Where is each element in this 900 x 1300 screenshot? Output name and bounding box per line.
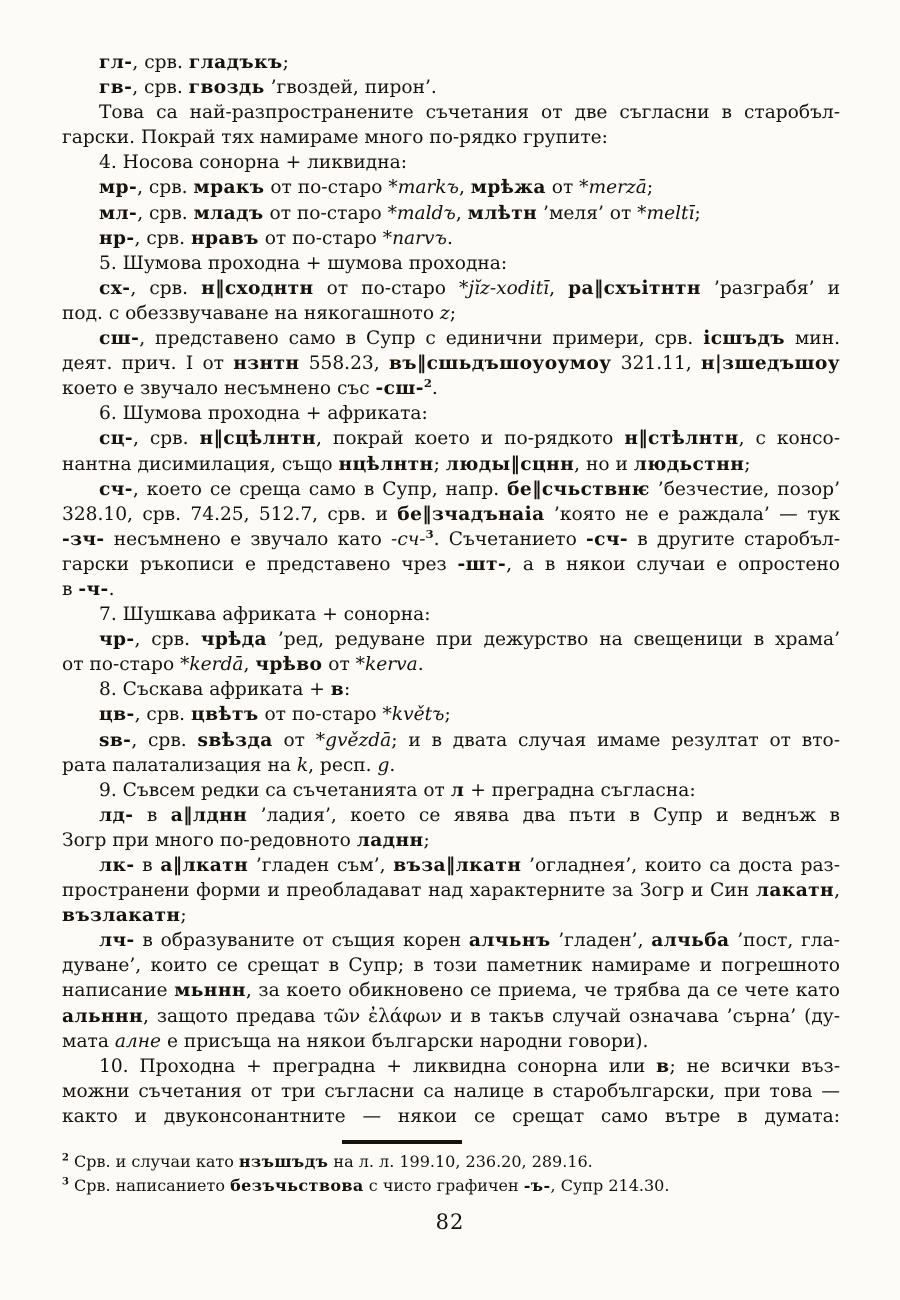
body-text: 4. Носова сонорна + ликвидна: (99, 152, 407, 174)
old-cyrillic-word: мракъ (193, 177, 265, 199)
old-cyrillic-word: нзъшъдъ (238, 1152, 329, 1171)
old-cyrillic-word: н‖сходнтн (201, 277, 314, 299)
old-cyrillic-word: чр- (99, 629, 135, 651)
old-cyrillic-word: -сч- (586, 528, 629, 550)
text-line (62, 276, 840, 301)
old-cyrillic-word: а‖лкатн (160, 855, 249, 876)
old-cyrillic-word: нр- (99, 227, 135, 249)
body-text: ; (444, 704, 451, 726)
old-cyrillic-word: лк- (99, 855, 135, 876)
body-text: 9. Съвсем редки са съчетанията от (99, 779, 451, 801)
body-text: с чисто графичен (363, 1175, 524, 1195)
text-line (62, 1004, 840, 1029)
text-line (62, 903, 840, 928)
text-line (62, 677, 840, 702)
body-text: ’безчестие, позор’ (649, 478, 840, 500)
italic-word: *gvězdā (315, 729, 392, 751)
footnote-reference: 2 (62, 1152, 69, 1164)
body-text: , (834, 880, 840, 902)
body-text: от по-старо (263, 202, 388, 224)
text-line (62, 502, 840, 527)
old-cyrillic-word: възлакатн (62, 905, 181, 927)
text-line (62, 401, 840, 426)
body-text: ’разграбя’ и (700, 277, 840, 299)
old-cyrillic-word: -зч- (62, 528, 105, 550)
old-cyrillic-word: лакатн (755, 880, 835, 902)
body-text: деят. прич. I от (62, 353, 234, 375)
body-text: нантна дисимилация, също (62, 453, 339, 475)
footnote-reference: 2 (423, 376, 432, 391)
old-cyrillic-word: нзнтн (233, 353, 300, 375)
old-cyrillic-word: ѕвѣзда (197, 729, 273, 751)
body-text: Срв. и случаи като (68, 1152, 239, 1171)
italic-word: z (439, 302, 450, 324)
body-text: от по-старо (258, 704, 383, 726)
body-text: в (133, 804, 171, 826)
old-cyrillic-word: ісшъдъ (703, 328, 785, 350)
text-line (62, 627, 840, 652)
body-text: + преградна съгласна: (464, 779, 696, 801)
body-text: мата (62, 1030, 115, 1052)
old-cyrillic-word: безъчьствова (230, 1175, 364, 1195)
text-line (62, 251, 840, 276)
body-text: , (458, 177, 471, 199)
old-cyrillic-word: мл- (99, 202, 138, 224)
body-text: от (272, 729, 316, 751)
text-line (62, 803, 840, 828)
old-cyrillic-word: в (656, 1055, 670, 1077)
text-line (62, 326, 840, 351)
old-cyrillic-word: сч- (99, 478, 133, 500)
body-text: в образуваните от същия корен (134, 930, 469, 952)
old-cyrillic-word: бе‖зчадънаіа (397, 503, 545, 525)
body-text: е присъща на някои български народни говори). (161, 1030, 649, 1052)
text-line (62, 552, 840, 577)
text-line (62, 1150, 840, 1174)
body-text: ; (744, 453, 751, 475)
italic-word: *jĭz-xoditī (459, 277, 550, 299)
body-text: , срв. (134, 227, 191, 249)
italic-word: -сч- (391, 528, 426, 550)
text-line (62, 753, 840, 778)
body-text: , но и (574, 453, 634, 475)
footnote-separator-rule (342, 1140, 462, 1144)
body-text-block (62, 50, 840, 1129)
old-cyrillic-word: сх- (99, 277, 131, 299)
old-cyrillic-word: люды‖сцнн (445, 453, 575, 475)
body-text: от по-старо (62, 654, 181, 676)
body-text: от по-старо (313, 277, 460, 299)
body-text: и в такъв случай означава ’сърна’ (ду- (441, 1005, 840, 1027)
body-text: ; (180, 905, 187, 927)
old-cyrillic-word: сц- (99, 428, 133, 450)
old-cyrillic-word: цв- (99, 704, 135, 726)
body-text: ’гвоздей, пирон’. (264, 77, 437, 99)
old-cyrillic-word: -ч- (78, 578, 109, 600)
text-line (62, 1054, 840, 1079)
text-line (62, 1029, 840, 1054)
body-text: , срв. (137, 177, 194, 199)
text-line (62, 452, 840, 477)
text-line (62, 201, 840, 226)
body-text: ; и в двата случая имаме резултат от вто- (391, 729, 840, 751)
body-text: : (344, 679, 351, 701)
text-line (62, 1079, 840, 1104)
italic-word: алне (114, 1030, 162, 1052)
body-text: рата палатализация на (62, 754, 297, 776)
body-text: под. с обеззвучаване на някогашното (62, 302, 440, 324)
body-text: , защото предава (143, 1005, 324, 1027)
old-cyrillic-word: альннн (62, 1005, 144, 1027)
body-text: ; (694, 202, 701, 224)
body-text: ; (449, 302, 456, 324)
italic-word: *merzā (579, 177, 647, 199)
old-cyrillic-word: млѣтн (467, 202, 538, 224)
old-cyrillic-word: лд- (99, 804, 134, 826)
old-cyrillic-word: мрѣжа (470, 177, 546, 199)
old-cyrillic-word: в (330, 679, 345, 701)
body-text: . (446, 227, 453, 249)
old-cyrillic-word: н|зшедъшоу (701, 353, 840, 375)
text-line (62, 928, 840, 953)
footnote-reference: 3 (425, 526, 434, 541)
body-text: Срв. написанието (68, 1175, 231, 1195)
old-cyrillic-word: бе‖счьствнѥ (507, 478, 650, 500)
body-text: ’ладия’, което се явява два пъти в Супр и веднъж в (247, 804, 840, 826)
old-cyrillic-word: въза‖лкатн (393, 855, 522, 876)
text-line (62, 50, 840, 75)
old-cyrillic-word: гвоздь (188, 77, 265, 99)
body-text: написание (62, 980, 175, 1002)
text-line (62, 652, 840, 677)
text-line (62, 301, 840, 326)
text-line (62, 878, 840, 903)
body-text: , срв. (132, 428, 200, 450)
body-text: гарски. Покрай тях намираме много по-рядко групите: (62, 127, 608, 149)
body-text: пространени форми и преобладават над характерните за Зогр и Син (62, 880, 756, 902)
old-cyrillic-word: нцѣлнтн (338, 453, 434, 475)
body-text: ; (423, 829, 430, 851)
text-line (62, 853, 840, 878)
body-text: както и двуконсонантните — някои се срещат само вътре в думата: (62, 1105, 840, 1127)
body-text: ; (282, 52, 289, 73)
text-line (62, 1174, 840, 1198)
text-line (62, 527, 840, 552)
body-text: , с консо- (738, 428, 840, 450)
italic-word: k (296, 754, 309, 776)
body-text: ’гладен’, (550, 930, 652, 952)
old-cyrillic-word: алчьба (651, 930, 730, 952)
body-text: , а в някои случаи е опростено (506, 553, 840, 575)
text-line (62, 778, 840, 803)
text-line (62, 75, 840, 100)
old-cyrillic-word: мьннн (174, 980, 246, 1002)
body-text: , покрай което и по-рядкото (316, 428, 625, 450)
text-line (62, 125, 840, 150)
body-text: 7. Шушкава африката + сонорна: (99, 604, 431, 626)
text-line (62, 100, 840, 125)
body-text: 558.23, (299, 353, 389, 375)
italic-word: *narvъ (382, 227, 447, 249)
body-text: 328.10, срв. 74.25, 512.7, срв. и (62, 503, 398, 525)
old-cyrillic-word: мр- (99, 177, 138, 199)
old-cyrillic-word: -сш- (375, 378, 424, 400)
body-text: , срв. (132, 52, 189, 73)
body-text: в (134, 855, 161, 876)
old-cyrillic-word: ладнн (356, 829, 424, 851)
old-cyrillic-word: -шт- (457, 553, 507, 575)
body-text: Зогр при много по-редовното (62, 829, 357, 851)
italic-word: *meltī (637, 202, 695, 224)
old-cyrillic-word: гладъкъ (188, 52, 283, 73)
old-cyrillic-word: людьстнн (633, 453, 745, 475)
body-text: . Съчетанието (433, 528, 587, 550)
body-text: ’гладен съм’, (248, 855, 394, 876)
body-text: 8. Съскава африката + (99, 679, 331, 701)
page-number: 82 (435, 1210, 465, 1234)
body-text: ’ред, редуване при дежурство на свещеници в храма’ (267, 629, 840, 651)
body-text: дуване’, които се срещат в Супр; в този паметник намираме и погрешното (62, 955, 840, 977)
body-text: , респ. (308, 754, 378, 776)
text-line (62, 1104, 840, 1129)
italic-word: *maldъ (387, 202, 456, 224)
old-cyrillic-word: гв- (99, 77, 133, 99)
body-text: на л. л. 199.10, 236.20, 289.16. (328, 1152, 593, 1171)
body-text: 10. Проходна + преградна + ликвидна сонорна или (99, 1055, 657, 1077)
old-cyrillic-word: ра‖схъітнтн (568, 277, 701, 299)
body-text: , (243, 654, 256, 676)
old-cyrillic-word: лч- (99, 930, 135, 952)
old-cyrillic-word: ѕв- (99, 729, 132, 751)
body-text: можни съчетания от три съгласни са налице в старобългарски, при това — (62, 1080, 840, 1102)
old-cyrillic-word: сш- (99, 328, 140, 350)
old-cyrillic-word: -ъ- (523, 1175, 551, 1195)
body-text: Това са най-разпространените съчетания от две съгласни в старобъл- (99, 102, 840, 124)
italic-word: g (377, 754, 390, 776)
body-text: , срв. (137, 202, 194, 224)
body-text: , срв. (134, 629, 201, 651)
body-text: , за което обикновено се приема, че трябва да се чете като (245, 980, 840, 1002)
old-cyrillic-word: чрѣво (255, 654, 323, 676)
old-cyrillic-word: младъ (193, 202, 264, 224)
greek-phrase: τῶν ἐλάφων (323, 1005, 442, 1027)
body-text: . (108, 578, 115, 600)
body-text: , срв. (130, 277, 202, 299)
italic-word: *kerva (355, 654, 418, 676)
body-text: мин. (784, 328, 840, 350)
text-line (62, 226, 840, 251)
text-line (62, 828, 840, 853)
text-line (62, 175, 840, 200)
body-text: . (417, 654, 424, 676)
text-line (62, 577, 840, 602)
old-cyrillic-word: въ‖сшьдъшоуоумоу (388, 353, 612, 375)
text-line (62, 602, 840, 627)
italic-word: *květъ (382, 704, 445, 726)
text-line (62, 477, 840, 502)
old-cyrillic-word: л (450, 779, 465, 801)
body-text: от по-старо (264, 177, 389, 199)
body-text: , представено само в Супр с единични примери, срв. (139, 328, 704, 350)
body-text: ’меля’ от (537, 202, 638, 224)
body-text: което е звучало несъмнено със (62, 378, 376, 400)
text-line (62, 953, 840, 978)
text-line (62, 426, 840, 451)
body-text: ’пост, гла- (729, 930, 840, 952)
italic-word: *kerdā (180, 654, 244, 676)
body-text: . (431, 378, 438, 400)
text-line (62, 351, 840, 376)
body-text: от по-старо (258, 227, 383, 249)
body-text: ; (433, 453, 446, 475)
text-line (62, 978, 840, 1003)
old-cyrillic-word: гл- (99, 52, 133, 73)
body-text: , Супр 214.30. (550, 1175, 670, 1195)
body-text: , срв. (132, 77, 189, 99)
body-text: , срв. (134, 704, 192, 726)
body-text: 6. Шумова проходна + африката: (99, 403, 428, 425)
body-text: , (455, 202, 468, 224)
old-cyrillic-word: н‖стѣлнтн (624, 428, 739, 450)
old-cyrillic-word: цвѣтъ (191, 704, 259, 726)
body-text: гарски ръкописи е представено чрез (62, 553, 458, 575)
body-text: несъмнено е звучало като (104, 528, 392, 550)
body-text: , (549, 277, 569, 299)
body-text: в (62, 578, 79, 600)
body-text: , което се среща само в Супр, напр. (132, 478, 508, 500)
body-text: ’която не е раждала’ — тук (544, 503, 840, 525)
old-cyrillic-word: н‖сцѣлнтн (199, 428, 317, 450)
text-line (62, 150, 840, 175)
footnote-reference: 3 (62, 1176, 69, 1188)
text-line (62, 376, 840, 401)
text-line (62, 702, 840, 727)
old-cyrillic-word: чрѣда (200, 629, 267, 651)
body-text: 321.11, (611, 353, 701, 375)
body-text: ’огладнея’, които са доста раз- (521, 855, 840, 876)
old-cyrillic-word: нравъ (190, 227, 259, 249)
body-text: . (389, 754, 396, 776)
body-text: ; не всички въз- (669, 1055, 840, 1077)
old-cyrillic-word: алчьнъ (468, 930, 551, 952)
body-text: в другите старобъл- (628, 528, 840, 550)
italic-word: *markъ (388, 177, 459, 199)
old-cyrillic-word: а‖лднн (170, 804, 248, 826)
footnotes-block (62, 1150, 840, 1197)
body-text: ; (646, 177, 654, 199)
text-line (62, 728, 840, 753)
body-text: от (322, 654, 356, 676)
body-text: от (545, 177, 580, 199)
body-text: 5. Шумова проходна + шумова проходна: (99, 252, 508, 274)
body-text: , срв. (131, 729, 198, 751)
